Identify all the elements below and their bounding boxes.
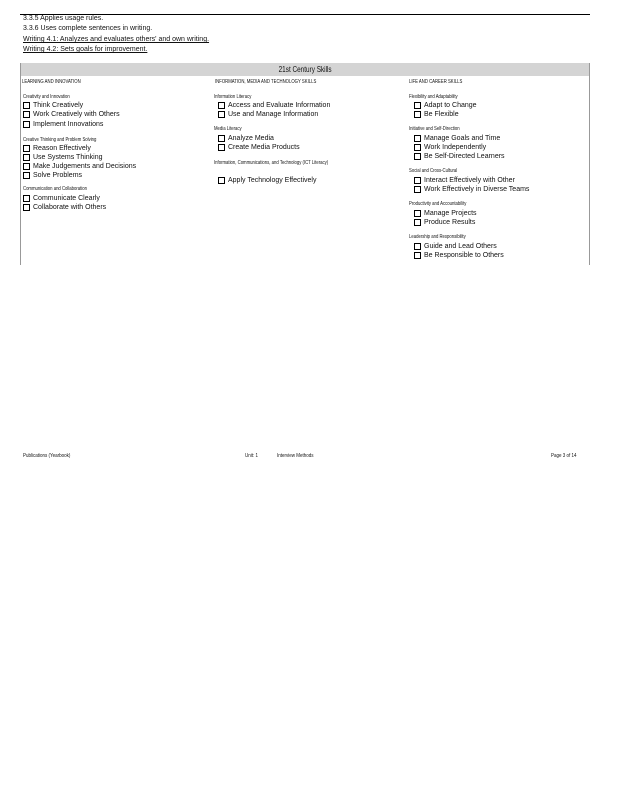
group-label: Leadership and Responsibility [409,234,466,240]
column-heading-learning: LEARNING AND INNOVATION [22,79,81,85]
checkbox-icon[interactable] [23,195,30,202]
checkbox-item[interactable]: Reason Effectively [23,144,91,153]
checkbox-icon[interactable] [23,121,30,128]
checkbox-item[interactable]: Implement Innovations [23,120,103,129]
standard-3-3-6: 3.3.6 Uses complete sentences in writing. [23,25,153,32]
checkbox-item[interactable]: Use and Manage Information [218,110,318,119]
standard-writing-4-2: Writing 4.2: Sets goals for improvement. [23,46,148,53]
checkbox-item[interactable]: Work Independently [414,143,486,152]
checkbox-icon[interactable] [414,102,421,109]
checkbox-icon[interactable] [23,154,30,161]
checkbox-item[interactable]: Manage Goals and Time [414,134,500,143]
group-label: Social and Cross-Cultural [409,168,458,174]
checkbox-icon[interactable] [414,135,421,142]
checkbox-icon[interactable] [23,102,30,109]
skills-table-title: 21st Century Skills [20,63,590,76]
checkbox-icon[interactable] [414,243,421,250]
checkbox-item[interactable]: Apply Technology Effectively [218,176,316,185]
checkbox-item[interactable]: Work Creatively with Others [23,110,120,119]
group-label: Creative Thinking and Problem Solving [23,137,97,143]
checkbox-icon[interactable] [414,177,421,184]
standard-writing-4-1: Writing 4.1: Analyzes and evaluates others' and own writing. [23,36,210,43]
group-label: Information, Communications, and Technology (ICT Literacy) [214,160,329,166]
checkbox-item[interactable]: Interact Effectively with Other [414,176,515,185]
footer-course: Publications (Yearbook) [23,453,71,459]
checkbox-icon[interactable] [218,144,225,151]
checkbox-item[interactable]: Be Self-Directed Learners [414,152,505,161]
checkbox-item[interactable]: Create Media Products [218,143,300,152]
group-label: Communication and Collaboration [23,186,88,192]
group-label: Creativity and Innovation [23,94,70,100]
table-left-border [20,63,21,265]
checkbox-item[interactable]: Guide and Lead Others [414,242,497,251]
checkbox-icon[interactable] [414,153,421,160]
skills-table [20,63,590,265]
checkbox-icon[interactable] [23,204,30,211]
footer-page-number: Page 3 of 14 [551,453,577,459]
checkbox-icon[interactable] [218,102,225,109]
checkbox-item[interactable]: Produce Results [414,218,475,227]
checkbox-icon[interactable] [218,177,225,184]
group-label: Media Literacy [214,126,242,132]
standard-3-3-5: 3.3.5 Applies usage rules. [23,15,104,22]
checkbox-item[interactable]: Make Judgements and Decisions [23,162,136,171]
checkbox-icon[interactable] [414,186,421,193]
checkbox-icon[interactable] [23,145,30,152]
checkbox-icon[interactable] [414,210,421,217]
group-label: Flexibility and Adaptability [409,94,458,100]
top-rule [20,14,590,15]
table-right-border [589,63,590,265]
footer-unit: Unit: 1 [245,453,259,459]
checkbox-item[interactable]: Analyze Media [218,134,274,143]
checkbox-item[interactable]: Communicate Clearly [23,194,100,203]
checkbox-icon[interactable] [23,163,30,170]
checkbox-icon[interactable] [218,111,225,118]
checkbox-item[interactable]: Be Flexible [414,110,459,119]
checkbox-item[interactable]: Collaborate with Others [23,203,106,212]
column-heading-information: INFORMATION, MEDIA AND TECHNOLOGY SKILLS [215,79,317,85]
checkbox-icon[interactable] [23,172,30,179]
group-label: Initiative and Self-Direction [409,126,460,132]
checkbox-icon[interactable] [23,111,30,118]
checkbox-item[interactable]: Be Responsible to Others [414,251,504,260]
checkbox-icon[interactable] [414,219,421,226]
checkbox-icon[interactable] [414,111,421,118]
checkbox-item[interactable]: Think Creatively [23,101,83,110]
checkbox-icon[interactable] [414,144,421,151]
checkbox-item[interactable]: Manage Projects [414,209,477,218]
checkbox-item[interactable]: Use Systems Thinking [23,153,103,162]
footer-topic: Interview Methods [277,453,314,459]
group-label: Information Literacy [214,94,252,100]
checkbox-item[interactable]: Work Effectively in Diverse Teams [414,185,529,194]
column-heading-life: LIFE AND CAREER SKILLS [409,79,463,85]
checkbox-icon[interactable] [414,252,421,259]
checkbox-item[interactable]: Adapt to Change [414,101,477,110]
group-label: Productivity and Accountability [409,201,467,207]
checkbox-item[interactable]: Solve Problems [23,171,82,180]
checkbox-item[interactable]: Access and Evaluate Information [218,101,330,110]
checkbox-icon[interactable] [218,135,225,142]
